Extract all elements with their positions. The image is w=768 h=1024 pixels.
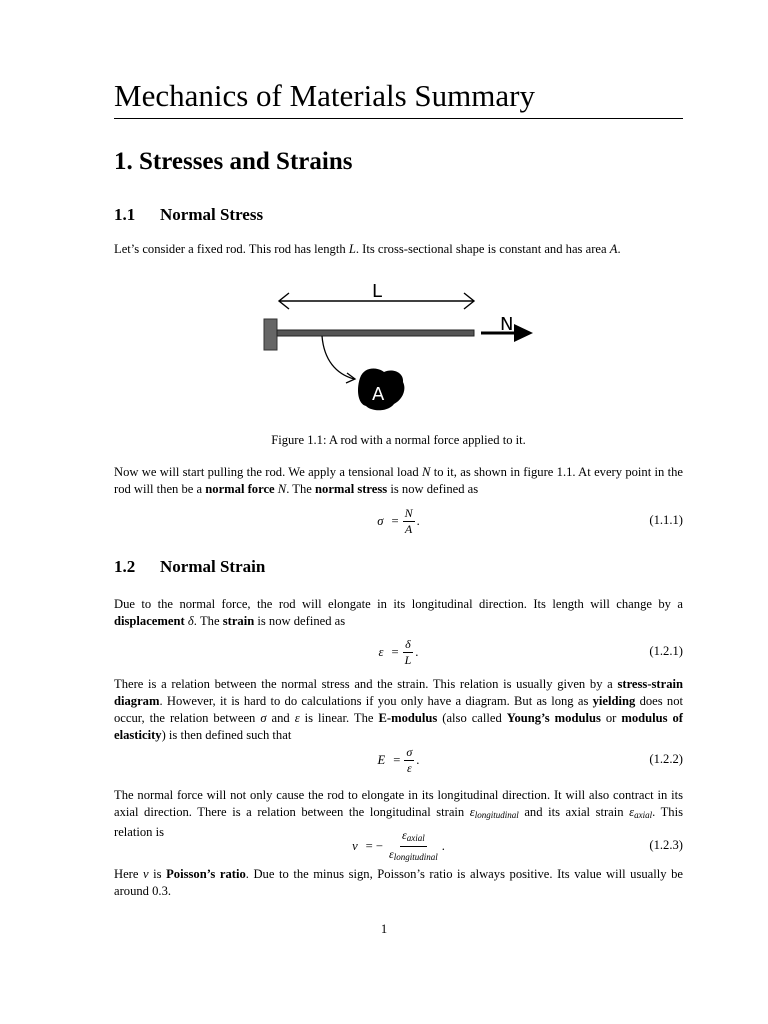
math-L: L bbox=[348, 242, 356, 256]
term-stress-strain-diagram: stress-strain diagram bbox=[114, 677, 683, 708]
equation-number: (1.2.1) bbox=[649, 644, 683, 658]
equation-1-1-1: σ = $\frac{N}{A}$ . (1.1.1) bbox=[377, 505, 683, 536]
term-e-modulus: E-modulus bbox=[378, 711, 438, 725]
term-displacement: displacement bbox=[114, 614, 185, 628]
term-normal-force: normal force bbox=[205, 482, 275, 496]
title-rule bbox=[114, 118, 683, 119]
section-heading-1-2 bbox=[114, 557, 265, 577]
term-modulus-of-elasticity: modulus of elasticity bbox=[114, 711, 683, 742]
term-strain: strain bbox=[222, 614, 255, 628]
equation-1-2-1: ε = $\frac{\delta}{L}$ . (1.2.1) bbox=[378, 636, 683, 667]
term-youngs-modulus: Young’s modulus bbox=[506, 711, 601, 725]
equation-number: (1.2.2) bbox=[649, 752, 683, 766]
equation-number: (1.1.1) bbox=[649, 513, 683, 527]
area-pointer-arrow bbox=[322, 336, 354, 379]
force-label: N bbox=[500, 314, 514, 335]
term-normal-stress: normal stress bbox=[315, 482, 388, 496]
equation-1-2-2: E = $\frac{\sigma}{\varepsilon}$ . (1.2.2) bbox=[377, 744, 683, 775]
length-label: L bbox=[372, 282, 383, 302]
fraction: $\frac{\sigma}{\varepsilon}$ bbox=[406, 744, 413, 775]
rod-figure bbox=[256, 282, 546, 417]
area-label: A bbox=[372, 384, 385, 405]
fraction: $\frac{N}{A}$ bbox=[404, 505, 413, 536]
term-poissons-ratio: Poisson’s ratio bbox=[166, 867, 246, 881]
intro-paragraph: Let’s consider a fixed rod. This rod has length L. Its cross-sectional shape is constant and has area A. bbox=[114, 242, 621, 256]
section-heading-1-1 bbox=[114, 205, 263, 225]
chapter-title: Stresses and Strains bbox=[139, 148, 353, 175]
poisson-paragraph: Here ν is Poisson’s ratio. Due to the minus sign, Poisson’s ratio is always positive. Its value will usually be around 0.3. bbox=[114, 867, 683, 898]
chapter-number: 1. bbox=[114, 148, 133, 175]
section-number: 1.2 bbox=[114, 557, 136, 576]
section-title: Normal Stress bbox=[160, 205, 264, 224]
poisson-intro-paragraph: The normal force will not only cause the rod to elongate in its longitudinal direction. It will also contract in its axial direction. There is a relation between the longitudinal strain $\varepsilon_{longitudinal}$ and its axial strain $\varepsilon_{axial}$. This relation is bbox=[114, 788, 683, 839]
rod bbox=[277, 330, 474, 336]
chapter-heading bbox=[114, 148, 352, 176]
section-title: Normal Strain bbox=[160, 557, 266, 576]
term-yielding: yielding bbox=[592, 694, 636, 708]
section-number: 1.1 bbox=[114, 205, 136, 224]
fraction: $\frac{\varepsilon_{axial}}{\varepsilon_{longitudinal}}$ bbox=[389, 827, 438, 862]
elasticity-paragraph: There is a relation between the normal stress and the strain. This relation is usually given by a stress-strain diagram. However, it is hard to do calculations if you only have a diagram. But as long as yielding does not occur, the relation between σ and ε is linear. The E-modulus (also called Young’s modulus or modulus of elasticity) is then defined such that bbox=[114, 677, 683, 742]
equation-1-2-3: ν = − $\frac{\varepsilon_{axial}}{\varepsilon_{longitudinal}}$ . (1.2.3) bbox=[114, 828, 683, 864]
fixed-wall bbox=[264, 319, 277, 350]
strain-paragraph: Due to the normal force, the rod will elongate in its longitudinal direction. Its length will change by a displacement δ. The strain is now defined as bbox=[114, 597, 683, 628]
equation-number: (1.2.3) bbox=[649, 838, 683, 852]
stress-paragraph: Now we will start pulling the rod. We apply a tensional load N to it, as shown in figure 1.1. At every point in the rod will then be a normal force N. The normal stress is now defined as bbox=[114, 465, 683, 496]
document-title: Mechanics of Materials Summary bbox=[114, 78, 535, 113]
page-number: 1 bbox=[380, 922, 388, 936]
figure-caption: Figure 1.1: A rod with a normal force applied to it. bbox=[271, 433, 526, 447]
math-A: A bbox=[609, 242, 618, 256]
fraction: $\frac{\delta}{L}$ bbox=[404, 636, 412, 667]
